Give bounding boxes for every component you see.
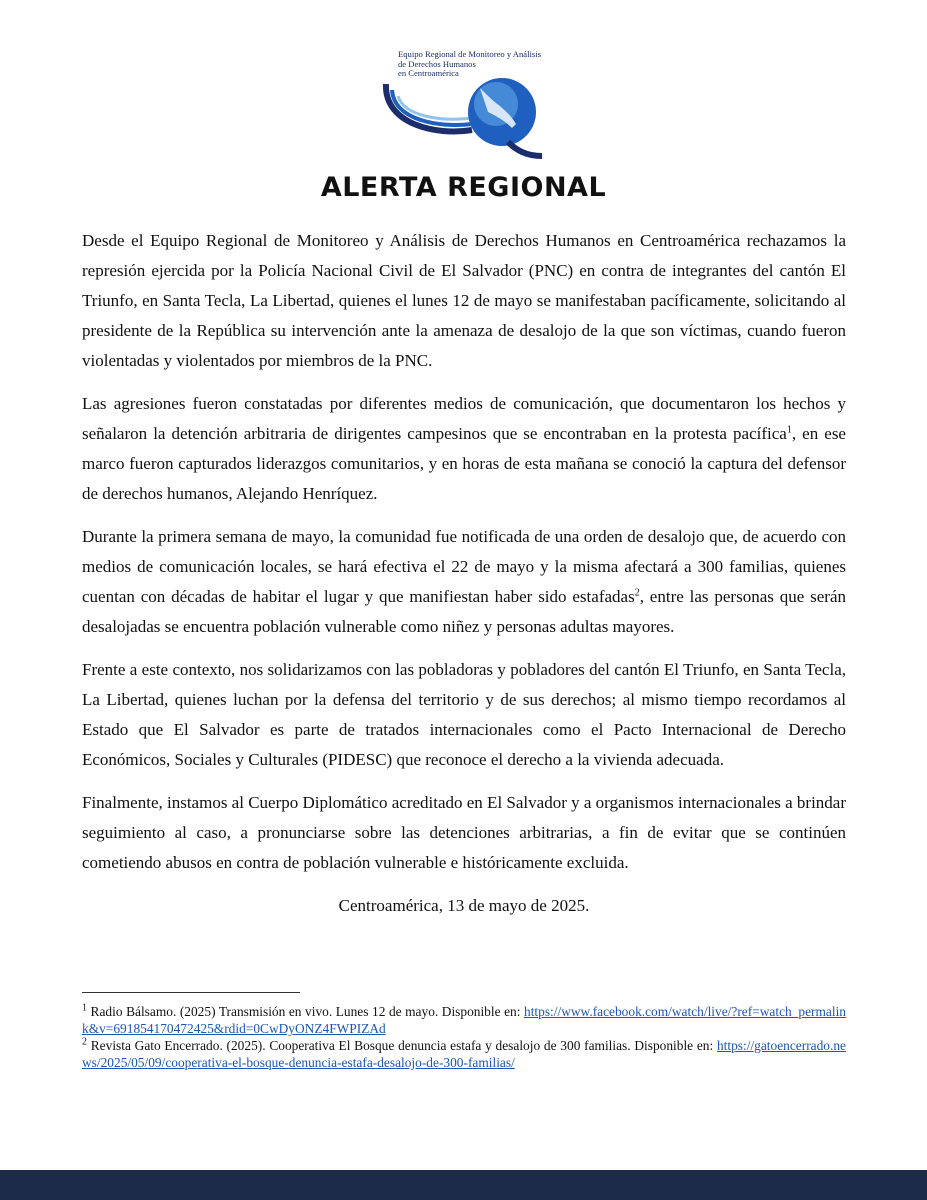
paragraph: Las agresiones fueron constatadas por diferentes medios de comunicación, que documentaron los hechos y señalaron la detención arbitraria de dirigentes campesinos que se encontraban en la protesta pacífica$^1$, en ese marco fueron capturados liderazgos comunitarios, y en horas de esta mañana se conoció la captura del defensor de derechos humanos, Alejando Henríquez. [82, 394, 846, 503]
footnote: $^2$ Revista Gato Encerrado. (2025). Cooperativa El Bosque denuncia estafa y desalojo de 300 familias. Disponible en: https://gatoencerrado.news/2025/05/09/cooperativa-el-bosque-denuncia-estafa-desalojo-de-300-familias/ [82, 1036, 846, 1070]
footnote-link[interactable]: https://www.facebook.com/watch/live/?ref=watch_permalink&v=691854170472425&rdid=0CwDyONZ4FWPIZAd [82, 1004, 846, 1036]
document-body [82, 226, 846, 934]
footnote-ref[interactable]: 2 [634, 587, 640, 599]
page-title: ALERTA REGIONAL [320, 172, 607, 203]
footnote: $^1$ Radio Bálsamo. (2025) Transmisión en vivo. Lunes 12 de mayo. Disponible en: https://www.facebook.com/watch/live/?ref=watch_permalink&v=691854170472425&rdid=0CwDyONZ4FWPIZAd [82, 1002, 846, 1036]
paragraph: Desde el Equipo Regional de Monitoreo y Análisis de Derechos Humanos en Centroamérica rechazamos la represión ejercida por la Policía Nacional Civil de El Salvador (PNC) en contra de integrantes del cantón El Triunfo, en Santa Tecla, La Libertad, quienes el lunes 12 de mayo se manifestaban pacíficamente, solicitando al presidente de la República su intervención ante la amenaza de desalojo de la que son víctimas, cuando fueron violentadas y violentados por miembros de la PNC. [82, 231, 846, 370]
date-line: Centroamérica, 13 de mayo de 2025. [338, 896, 590, 915]
logo-text-line: de Derechos Humanos [398, 58, 476, 69]
footnote-link[interactable]: https://gatoencerrado.news/2025/05/09/cooperativa-el-bosque-denuncia-estafa-desalojo-de-300-familias/ [82, 1038, 846, 1070]
logo-text [398, 50, 548, 79]
logo-text-line: Equipo Regional de Monitoreo y Análisis [398, 49, 541, 59]
paragraph: Finalmente, instamos al Cuerpo Diplomático acreditado en El Salvador y a organismos internacionales a brindar seguimiento al caso, a pronunciarse sobre las detenciones arbitrarias, a fin de evitar que se continúen cometiendo abusos en contra de población vulnerable e históricamente excluida. [82, 793, 847, 872]
footnote-number: 1 [82, 1002, 87, 1014]
paragraph: Frente a este contexto, nos solidarizamos con las pobladoras y pobladores del cantón El Triunfo, en Santa Tecla, La Libertad, quienes luchan por la defensa del territorio y de sus derechos; al mismo tiempo recordamos al Estado que El Salvador es parte de tratados internacionales como el Pacto Internacional de Derecho Económicos, Sociales y Culturales (PIDESC) que reconoce el derecho a la vivienda adecuada. [82, 660, 846, 769]
footer-bar [0, 1170, 927, 1200]
organization-logo [376, 44, 556, 160]
footnote-ref[interactable]: 1 [786, 424, 792, 436]
logo-text-line: en Centroamérica [398, 68, 459, 79]
footnote-number: 2 [82, 1036, 87, 1048]
paragraph: Durante la primera semana de mayo, la comunidad fue notificada de una orden de desalojo que, de acuerdo con medios de comunicación locales, se hará efectiva el 22 de mayo y la misma afectará a 300 familias, quienes cuentan con décadas de habitar el lugar y que manifiestan haber sido estafadas$^2$, entre las personas que serán desalojadas se encuentra población vulnerable como niñez y personas adultas mayores. [82, 527, 846, 636]
footnotes [82, 1003, 846, 1071]
footnote-divider [82, 992, 300, 993]
